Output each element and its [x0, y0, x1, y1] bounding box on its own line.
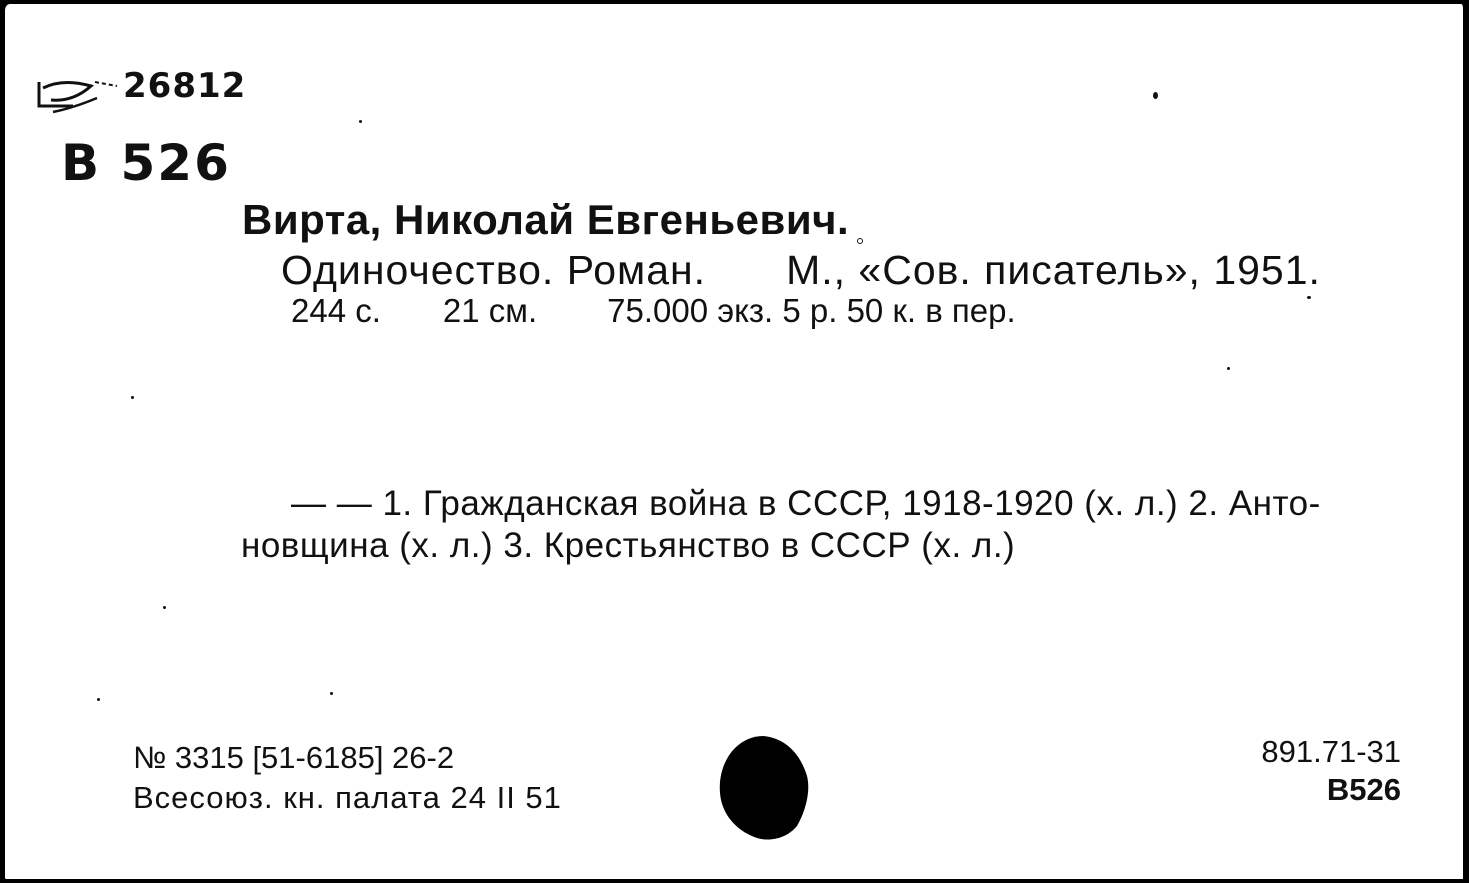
speck	[330, 692, 333, 695]
udc-class: 891.71-31	[1261, 734, 1401, 769]
speck	[97, 698, 100, 701]
speck	[857, 238, 863, 244]
subject-line-2: новщина (х. л.) 3. Крестьянство в СССР (х. л.)	[241, 526, 1016, 565]
speck	[163, 606, 166, 609]
collation	[291, 292, 1016, 330]
inventory-number: 26812	[123, 66, 247, 106]
pages: 244 с.	[291, 292, 381, 329]
stamp-scribble-icon	[33, 72, 119, 120]
book-chamber: Всесоюз. кн. палата 24 II 51	[133, 780, 562, 815]
registration-number: № 3315 [51-6185] 26-2	[133, 740, 455, 775]
print-run-price: 75.000 экз. 5 р. 50 к. в пер.	[607, 292, 1016, 329]
imprint: М., «Сов. писатель», 1951.	[786, 247, 1321, 293]
speck	[359, 120, 362, 123]
speck	[1227, 367, 1230, 370]
author-mark: В526	[1326, 772, 1401, 807]
subject-line-1: — — 1. Гражданская война в СССР, 1918-1920 (х. л.) 2. Анто-	[291, 484, 1321, 523]
punch-hole	[717, 734, 811, 842]
author-heading: Вирта, Николай Евгеньевич.	[242, 196, 850, 243]
book-title: Одиночество. Роман.	[281, 247, 707, 293]
title-line	[281, 247, 1321, 294]
size: 21 см.	[442, 292, 538, 329]
speck	[131, 396, 134, 399]
speck	[1307, 296, 1311, 299]
shelf-mark: В 526	[61, 134, 231, 192]
speck	[1153, 92, 1158, 99]
